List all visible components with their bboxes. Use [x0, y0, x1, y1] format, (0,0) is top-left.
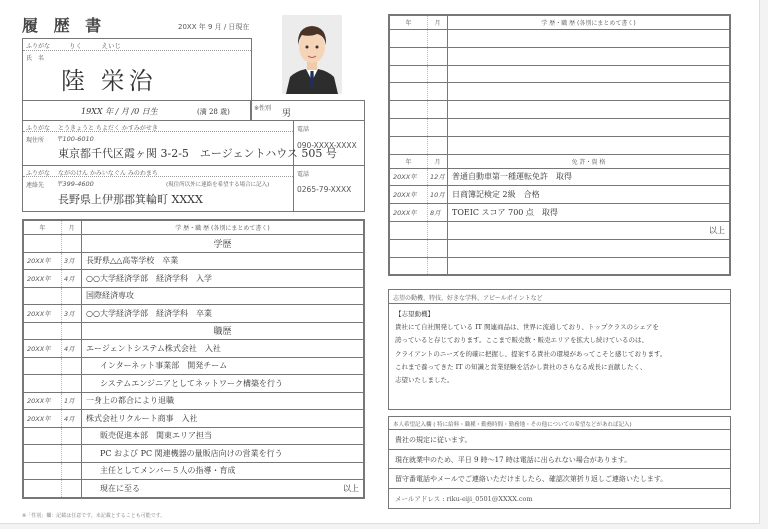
license-row — [390, 221, 730, 239]
history-text: エージェントシステム株式会社 入社 — [82, 340, 364, 358]
document-date: 20XX 年 9 月 / 日現在 — [178, 23, 250, 31]
history-empty-row — [390, 65, 730, 83]
history-month — [62, 375, 82, 393]
contact-postal: 〒399-4600 — [56, 180, 94, 188]
wishes-box — [388, 416, 731, 509]
history-year — [24, 462, 62, 480]
wish-line: メールアドレス : riku-eiji_0501@XXXX.com — [395, 494, 533, 503]
history-year — [24, 322, 62, 340]
history-year — [24, 375, 62, 393]
license-year: 20XX年 — [390, 186, 428, 204]
history-year — [24, 287, 62, 305]
motivation-header: 志望の動機、特技、好きな学科、アピールポイントなど — [389, 290, 730, 304]
history-month: 4月 — [62, 410, 82, 428]
history-text: 国際経済専攻 — [82, 287, 364, 305]
history-table-right — [388, 14, 731, 276]
history-text: 株式会社リクルート商事 入社 — [82, 410, 364, 428]
birth-date: 19XX 年 / 月 /0 日生 — [81, 107, 158, 116]
motivation-line: これまで養ってきた IT の知識と営業経験を活かし貴社のさらなる成長に貢献したく、 — [395, 362, 647, 371]
history-row — [24, 375, 364, 393]
license-text: TOEIC スコア 700 点 取得 — [448, 204, 730, 222]
phone-value: 090-XXXX-XXXX — [297, 141, 357, 150]
license-year: 20XX年 — [390, 204, 428, 222]
license-text — [448, 257, 730, 275]
history-empty-row — [390, 136, 730, 154]
motivation-line: クライアントのニーズを的確に把握し、提案する貴社の環境があってこそと感じております。 — [395, 349, 667, 358]
history-year: 20XX年 — [24, 410, 62, 428]
history-year: 20XX年 — [24, 305, 62, 323]
history-month — [62, 357, 82, 375]
address-furigana: とうきょうと ちよだく かすみがせき — [58, 125, 158, 132]
age: (満 28 歳) — [197, 108, 230, 116]
birth-row — [22, 100, 252, 121]
history-row — [24, 305, 364, 323]
footnote: ※「性別」欄：記載は任意です。未記載とすることも可能です。 — [22, 513, 166, 519]
contact-phone-value: 0265-79-XXXX — [297, 185, 352, 194]
history-text: 販売促進本部 関東エリア担当 — [82, 427, 364, 445]
address-furigana-label: ふりがな — [26, 125, 51, 132]
history-text: 学歴 — [82, 235, 364, 253]
history-month: 1月 — [62, 392, 82, 410]
address-postal: 〒100-6010 — [56, 135, 94, 143]
contact-label: 連絡先 — [26, 182, 45, 189]
license-month: 8月 — [428, 204, 448, 222]
history-year: 20XX年 — [24, 270, 62, 288]
contact-note: (現住所以外に連絡を希望する場合に記入) — [166, 182, 270, 188]
furigana-label: ふりがな — [26, 43, 51, 50]
history-empty-row — [390, 30, 730, 48]
license-text — [448, 221, 730, 239]
gender-value: 男 — [282, 109, 292, 119]
history-row — [24, 357, 364, 375]
history-header-row: 年 月 学 歴・職 歴 (各別にまとめて書く) — [24, 221, 364, 235]
license-month — [428, 239, 448, 257]
address-label: 現住所 — [26, 137, 45, 144]
motivation-body — [389, 304, 730, 391]
history-text: PC および PC 関連機器の量販店向けの営業を行う — [82, 445, 364, 463]
history-month — [62, 235, 82, 253]
wishes-header: 本人希望記入欄 ( 特に給料・職種・勤務時間・勤務地・その他についての希望などがあれば記入) — [389, 417, 730, 430]
address-value: 東京都千代区霞ヶ関 3-2-5 エージェントハウス 505 号 — [58, 147, 337, 160]
history-year — [24, 427, 62, 445]
history-year — [24, 445, 62, 463]
license-month — [428, 257, 448, 275]
history-row — [24, 410, 364, 428]
person-photo-icon — [282, 15, 342, 94]
license-month: 10月 — [428, 186, 448, 204]
license-year — [390, 221, 428, 239]
history-month: 4月 — [62, 270, 82, 288]
license-text — [448, 239, 730, 257]
history-row — [24, 480, 364, 498]
history-right-header-row: 年 月 学 歴・職 歴 (各別にまとめて書く) — [390, 16, 730, 30]
gender-label: ※性別 — [254, 105, 272, 112]
end-mark: 以上 — [343, 483, 359, 493]
license-text: 日商簿記検定 2級 合格 — [448, 186, 730, 204]
history-text: システムエンジニアとしてネットワーク構築を行う — [82, 375, 364, 393]
history-month: 3月 — [62, 252, 82, 270]
motivation-box — [388, 289, 731, 410]
license-year: 20XX年 — [390, 168, 428, 186]
history-row — [24, 270, 364, 288]
history-month — [62, 445, 82, 463]
history-row — [24, 392, 364, 410]
history-text: ○○大学経済学部 経済学科 入学 — [82, 270, 364, 288]
name-furigana: りく えいじ — [69, 42, 121, 50]
wish-line: 貴社の規定に従います。 — [389, 430, 730, 450]
history-year: 20XX年 — [24, 392, 62, 410]
history-row — [24, 427, 364, 445]
history-month — [62, 462, 82, 480]
contact-furigana: ながのけん かみいなぐん みのわまち — [58, 170, 158, 177]
history-text: インターネット事業部 開発チーム — [82, 357, 364, 375]
name-box — [22, 38, 252, 101]
contact-furigana-label: ふりがな — [26, 170, 51, 177]
history-empty-row — [390, 83, 730, 101]
address-block — [22, 120, 365, 212]
motivation-line: 志望いたしました。 — [395, 376, 454, 385]
history-row — [24, 235, 364, 253]
history-row — [24, 445, 364, 463]
history-text: 現在に至る 以上 — [82, 480, 364, 498]
license-row — [390, 204, 730, 222]
history-row — [24, 340, 364, 358]
motivation-line: 貴社にて自社開発している IT 関連商品は、世界に流通しており、トップクラスのシェアを — [395, 323, 659, 332]
license-row — [390, 186, 730, 204]
history-text: 長野県△△高等学校 卒業 — [82, 252, 364, 270]
history-table-left — [22, 219, 365, 499]
license-row — [390, 257, 730, 275]
contact-value: 長野県上伊那郡箕輪町 XXXX — [58, 193, 203, 206]
history-month — [62, 322, 82, 340]
history-empty-row — [390, 101, 730, 119]
license-month: 12月 — [428, 168, 448, 186]
wish-line: 現在就業中のため、平日 9 時〜17 時は電話に出られない場合があります。 — [389, 450, 730, 470]
history-year — [24, 235, 62, 253]
history-month — [62, 480, 82, 498]
id-photo — [282, 15, 342, 94]
phone-label: 電話 — [297, 126, 310, 133]
history-year — [24, 480, 62, 498]
history-year — [24, 357, 62, 375]
wish-line: 留守番電話やメールでご連絡いただけましたら、確認次第折り返しご連絡いたします。 — [389, 469, 730, 489]
history-empty-row — [390, 47, 730, 65]
history-row — [24, 462, 364, 480]
license-header-row: 年 月 免 許・資 格 — [390, 154, 730, 168]
history-row — [24, 252, 364, 270]
history-year: 20XX年 — [24, 252, 62, 270]
license-year — [390, 257, 428, 275]
history-text: 職歴 — [82, 322, 364, 340]
history-text: 一身上の都合により退職 — [82, 392, 364, 410]
history-text: ○○大学経済学部 経済学科 卒業 — [82, 305, 364, 323]
history-month: 3月 — [62, 305, 82, 323]
license-row — [390, 168, 730, 186]
license-year — [390, 239, 428, 257]
license-row — [390, 239, 730, 257]
motivation-line: 【志望動機】 — [395, 310, 434, 318]
history-year: 20XX年 — [24, 340, 62, 358]
history-month: 4月 — [62, 340, 82, 358]
gender-cell — [250, 100, 365, 121]
license-text: 普通自動車第一種運転免許 取得 — [448, 168, 730, 186]
history-empty-row — [390, 118, 730, 136]
history-row — [24, 287, 364, 305]
history-month — [62, 427, 82, 445]
contact-phone-label: 電話 — [297, 171, 310, 178]
motivation-line: 誇っていると存じております。ここまで販売数・販売エリアを拡大し続けているのは、 — [395, 336, 648, 345]
full-name: 陸 栄治 — [61, 67, 157, 95]
history-row — [24, 322, 364, 340]
history-text: 主任としてメンバー５人の指導・育成 — [82, 462, 364, 480]
history-month — [62, 287, 82, 305]
end-mark: 以上 — [709, 225, 725, 235]
document-title: 履 歴 書 — [22, 16, 107, 35]
license-month — [428, 221, 448, 239]
name-label: 氏 名 — [26, 55, 45, 62]
